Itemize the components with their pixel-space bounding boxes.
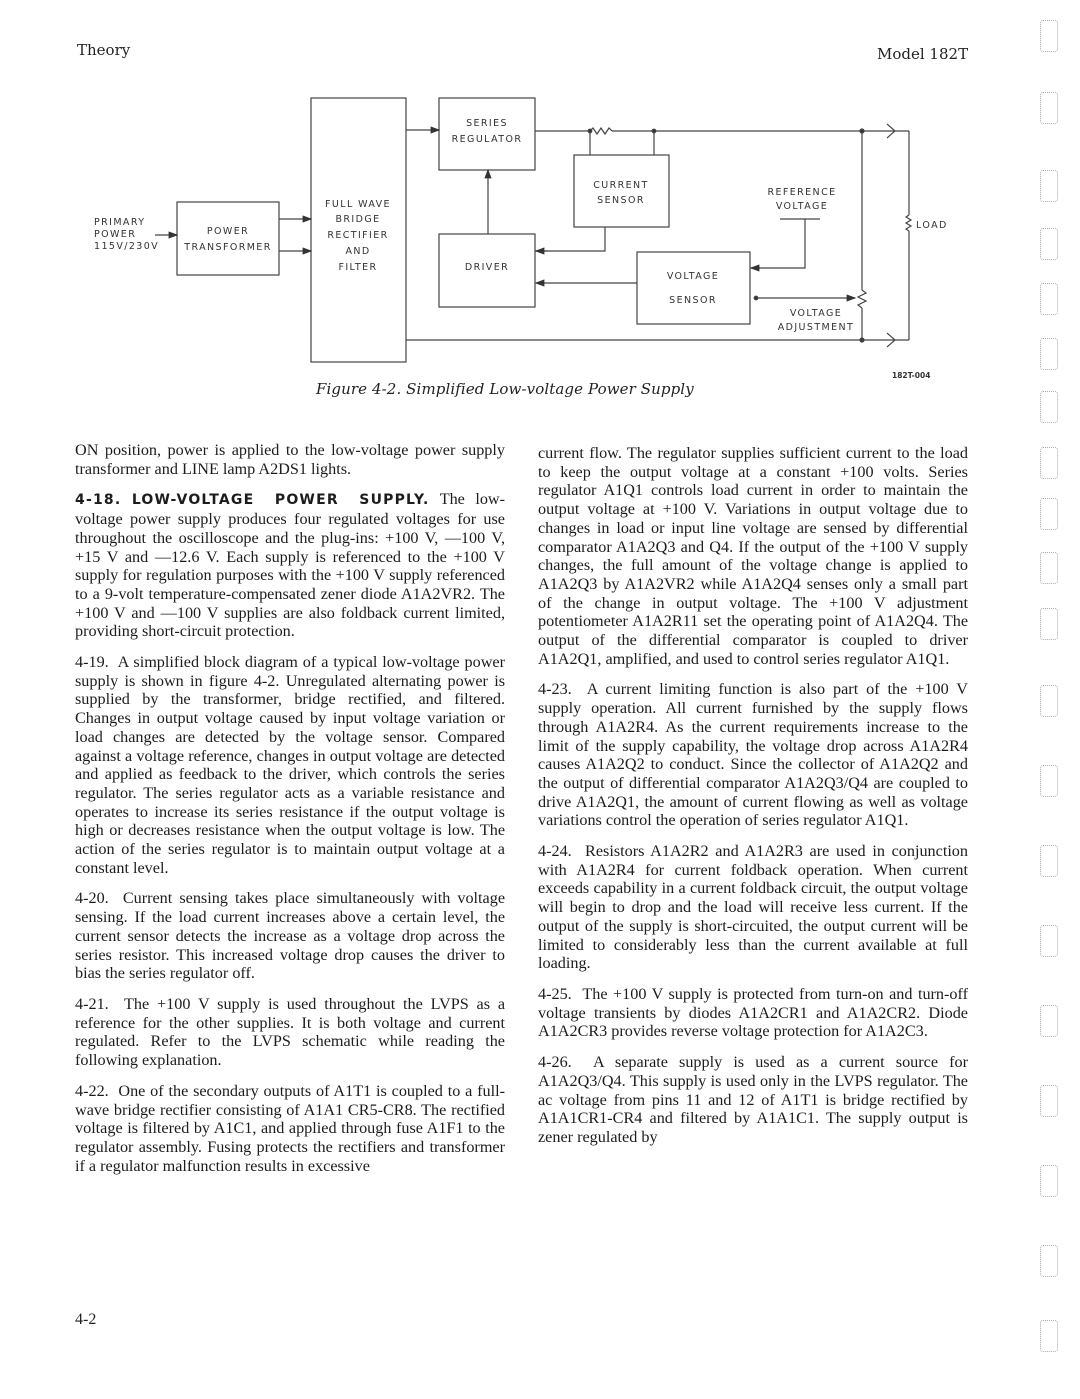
binder-hole [1040,1085,1058,1117]
paragraph-text: A separate supply is used as a current source for A1A2Q3/Q4. This supply is used only in the LVPS regulator. The ac voltage from pins 11 and 12 of A1T1 is bridge rectified by A1A1CR1-CR4 and filtered by A1A1C1. The supply output is zener regulated by [538,1053,968,1146]
model-header: Model 182T [877,45,969,63]
paragraph-text: current flow. The regulator supplies sufficient current to the load to keep the output voltage at a constant +100 volts. Series regulator A1Q1 controls load current in order to maintain the output voltage at +100 V. Variations in output voltage due to changes in load or input line voltage are sensed by differential comparator A1A2Q3 and Q4. If the output of the +100 V supply changes, the full amount of the voltage change is applied to A1A2Q3 by A1A2VR2 while A1A2Q4 senses only a small part of the change in output voltage. The +100 V adjustment potentiometer A1A2R11 set the operating point of A1A2Q4. The output of the differential comparator is coupled to driver A1A2Q1, amplified, and used to control series regulator A1Q1. [538,444,968,668]
load-label: LOAD [916,220,948,231]
voltage-sensor-label-2: SENSOR [669,295,717,306]
paragraph-text: Current sensing takes place simultaneously with voltage sensing. If the load current increases above a certain level, the current sensor detects the increase as a voltage drop across the series resistor. This increased voltage drop causes the driver to bias the series regulator off. [75,889,506,983]
figure-caption: Figure 4-2. Simplified Low-voltage Power Supply [316,380,694,398]
primary-power-label-3: 115V/230V [94,241,160,252]
binder-hole [1040,283,1058,315]
paragraph-number: 4-26. [538,1053,572,1072]
paragraph-4-24 [538,842,968,973]
reference-voltage-label-2: VOLTAGE [775,201,829,212]
binder-hole [1040,391,1058,423]
binder-hole [1040,1245,1058,1277]
paragraph-number: 4-25. [538,984,572,1003]
paragraph-text: Resistors A1A2R2 and A1A2R3 are used in conjunction with A1A2R4 for current foldback operation. When current exceeds capability in a current foldback circuit, the output voltage will begin to drop and the load will receive less current. If the output of the supply is short-circuited, the output current will be limited to considerably less than the current available at full loading. [538,842,968,973]
paragraph-number: 4-19. [75,653,109,672]
binder-hole [1040,1005,1058,1037]
primary-power-label-1: PRIMARY [94,217,146,228]
figure-code: 182T-004 [892,371,931,380]
paragraph-4-19 [75,653,505,877]
transformer-label-1: POWER [206,226,250,237]
voltage-sensor-label-1: VOLTAGE [666,271,720,282]
current-sensor-label-1: CURRENT [593,180,649,191]
paragraph-text: One of the secondary outputs of A1T1 is coupled to a full-wave bridge rectifier consisting of A1A1 CR5-CR8. The rectified voltage is filtered by A1C1, and applied through fuse A1F1 to the regulator assembly. Fusing protects the rectifiers and transformer if a regulator malfunction results in excessive [75,1081,506,1175]
right-column [538,444,968,1159]
paragraph-text: The +100 V supply is protected from turn-on and turn-off voltage transients by diodes A1A2CR1 and A1A2CR2. Diode A1A2CR3 provides reverse voltage protection for A1A2C3. [538,984,968,1041]
binder-holes [1036,0,1066,1399]
bridge-label-2: BRIDGE [335,214,381,225]
bridge-label-1: FULL WAVE [325,199,391,210]
binder-hole [1040,1165,1058,1197]
paragraph-number: 4-21. [75,994,109,1013]
block-diagram-svg [0,0,1080,380]
paragraph-number: 4-20. [75,889,109,908]
paragraph-4-22 [75,1082,505,1176]
binder-hole [1040,498,1058,530]
binder-hole [1040,552,1058,584]
binder-hole [1040,845,1058,877]
binder-hole [1040,925,1058,957]
paragraph-4-20 [75,889,505,983]
voltage-adjustment-label-1: VOLTAGE [789,308,843,319]
paragraph-text: The low-voltage power supply produces four regulated voltages for use throughout the oscilloscope and the plug-ins: +100 V, —100 V, +15 V and —12.6 V. Each supply is referenced to the +100 V supply for regulation purposes with the +100 V supply referenced to a 9-volt temperature-compensated zener diode A1A2VR2. The +100 V and —100 V supplies are also foldback current limited, providing short-circuit protection. [75,490,505,641]
paragraph-number: 4-24. [538,842,572,861]
bridge-label-4: AND [345,246,371,257]
block-diagram [0,0,1080,380]
driver-label: DRIVER [464,262,510,273]
series-regulator-label-1: SERIES [466,118,508,129]
page-number: 4-2 [75,1311,97,1328]
binder-hole [1040,228,1058,260]
current-sensor-box [574,155,669,227]
paragraph-4-25 [538,985,968,1041]
paragraph-continuation [538,444,968,668]
primary-power-label-2: POWER [94,229,137,240]
binder-hole [1040,765,1058,797]
paragraph-continuation [75,441,505,478]
section-heading: LOW-VOLTAGE POWER SUPPLY. [131,492,430,509]
paragraph-number: 4-18. [75,492,122,509]
binder-hole [1040,92,1058,124]
paragraph-text: A current limiting function is also part of the +100 V supply operation. All current furnished by the supply flows through A1A2R4. As the current requirements increase to the limit of the supply capability, the voltage drop across A1A2R4 causes A1A2Q2 to conduct. Since the collector of A1A2Q2 and the output of differential comparator A1A2Q3/Q4 are coupled to drive A1A2Q1, the amount of current flowing as well as voltage variations control the operation of series regulator A1Q1. [538,680,969,830]
series-regulator-label-2: REGULATOR [451,134,523,145]
binder-hole [1040,608,1058,640]
paragraph-text: ON position, power is applied to the low-voltage power supply transformer and LINE lamp A2DS1 lights. [75,441,505,478]
reference-voltage-label-1: REFERENCE [767,187,837,198]
voltage-adjustment-label-2: ADJUSTMENT [777,322,855,333]
paragraph-4-26 [538,1053,968,1147]
bridge-label-5: FILTER [338,262,378,273]
binder-hole [1040,20,1058,52]
transformer-label-2: TRANSFORMER [184,242,272,253]
power-transformer-box [177,202,279,275]
paragraph-4-18 [75,490,505,641]
binder-hole [1040,447,1058,479]
paragraph-4-21 [75,995,505,1070]
paragraph-4-23 [538,680,968,830]
section-header: Theory [77,41,131,59]
binder-hole [1040,170,1058,202]
paragraph-number: 4-22. [75,1081,109,1100]
bridge-label-3: RECTIFIER [327,230,389,241]
left-column [75,441,505,1187]
binder-hole [1040,1320,1058,1352]
binder-hole [1040,338,1058,370]
current-sensor-label-2: SENSOR [597,195,645,206]
voltage-sensor-box [637,252,750,324]
binder-hole [1040,685,1058,717]
paragraph-number: 4-23. [538,680,572,699]
paragraph-text: The +100 V supply is used throughout the LVPS as a reference for the other supplies. It is both voltage and current regulated. Refer to the LVPS schematic while reading the following explanation. [75,994,505,1070]
paragraph-text: A simplified block diagram of a typical low-voltage power supply is shown in figure 4-2. Unregulated alternating power is supplied by the transformer, bridge rectified, and filtered. Changes in output voltage caused by input voltage variation or load changes are detected by the voltage sensor. Compared against a voltage reference, changes in output voltage are detected and applied as feedback to the driver, which controls the series regulator. The series regulator acts as a variable resistance and operates to increase its series resistance if the output voltage is high or decreases resistance when the output voltage is low. The action of the series regulator is to maintain output voltage at a constant level. [75,653,505,877]
